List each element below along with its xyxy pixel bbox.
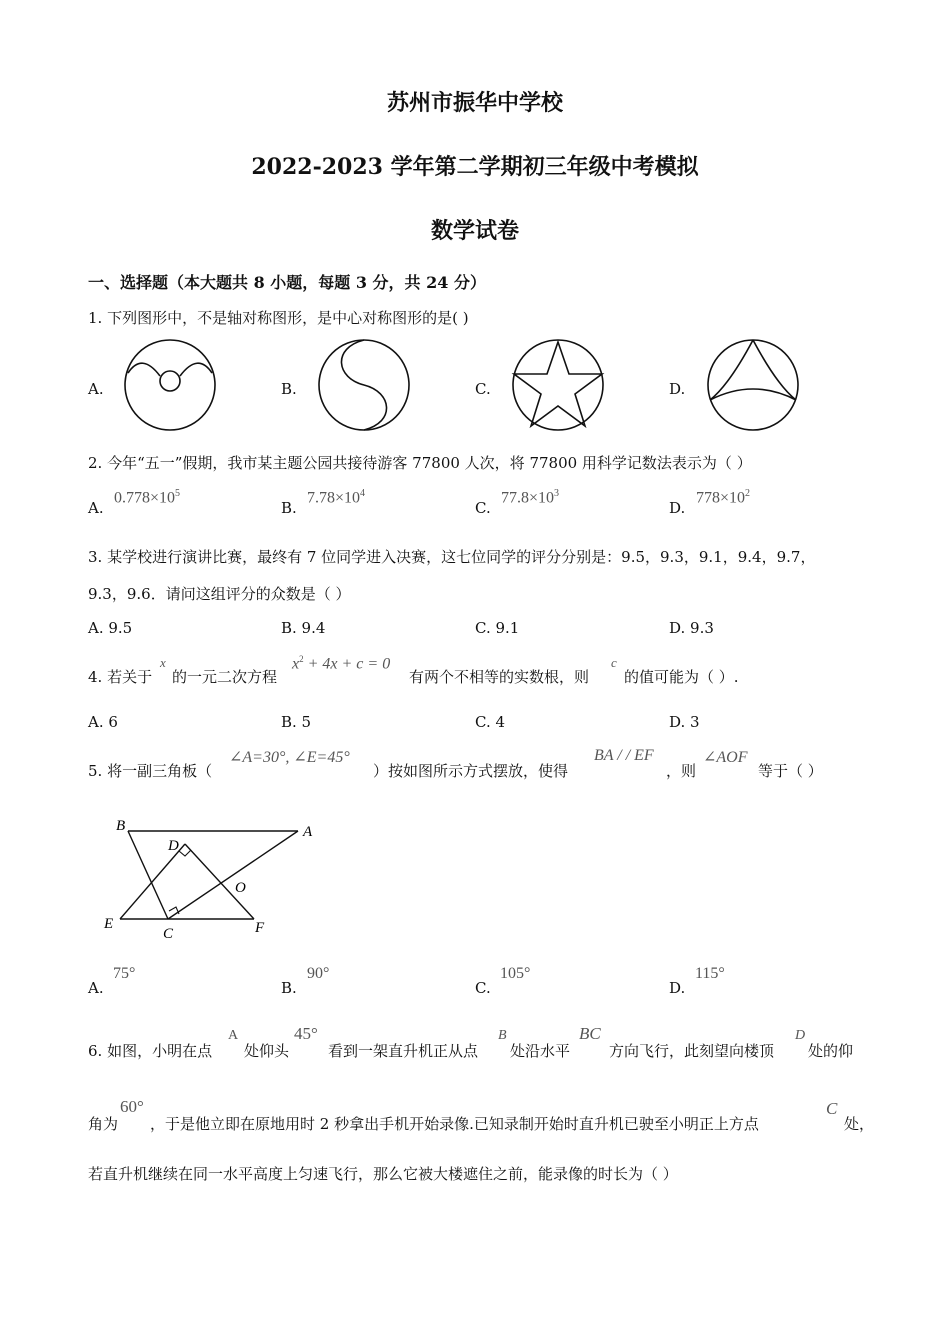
q1-figure-b: [314, 338, 414, 434]
question-3-line-2: 9.3，9.6．请问这组评分的众数是（ ）: [88, 585, 351, 603]
q2-label-b: B.: [281, 499, 297, 517]
q2-option-c: $77.8\times 10^3$: [501, 488, 560, 507]
question-5-part-1: 5. 将一副三角板（: [88, 762, 213, 780]
q2-option-a: $0.778\times 10^5$: [114, 488, 181, 507]
subject-title: 数学试卷: [430, 218, 519, 244]
q3-option-b: B. 9.4: [281, 619, 326, 637]
q1-label-b: B.: [281, 380, 297, 398]
q5-angle-aof: ∠AOF: [703, 749, 748, 766]
q4-var-c: c: [611, 655, 617, 670]
fig-label-c: C: [163, 926, 174, 942]
question-4-part-4: 的值可能为（ ）.: [624, 668, 739, 686]
q5-parallel: BA / / EF: [594, 747, 654, 764]
question-6-part-6: 处的仰: [808, 1042, 854, 1060]
q3-option-c: C. 9.1: [475, 619, 520, 637]
q6-line-bc: BC: [579, 1024, 601, 1043]
question-6-part-2: 处仰头: [244, 1042, 290, 1060]
q4-option-a: A. 6: [88, 713, 118, 731]
question-4-part-2: 的一元二次方程: [172, 668, 278, 686]
question-5-part-2: ）按如图所示方式摆放，使得: [373, 762, 569, 780]
question-6-part-4: 处沿水平: [510, 1042, 571, 1060]
q6-point-c: C: [826, 1099, 838, 1118]
q1-label-a: A.: [88, 380, 104, 398]
q5-label-b: B.: [281, 979, 297, 997]
question-6-part-3: 看到一架直升机正从点: [328, 1042, 479, 1060]
q4-option-c: C. 4: [475, 713, 506, 731]
question-4-part-3: 有两个不相等的实数根，则: [409, 668, 590, 686]
q2-option-d: $778\times 10^2$: [696, 488, 751, 507]
q6-angle-60: 60°: [120, 1097, 144, 1116]
q5-label-d: D.: [669, 979, 686, 997]
question-6-part-1: 6. 如图，小明在点: [88, 1042, 213, 1060]
q5-option-d: 115°: [695, 965, 725, 982]
fig-label-f: F: [255, 920, 265, 936]
q1-figure-d: [703, 338, 803, 434]
question-6-part-7: 角为: [88, 1115, 119, 1133]
q1-figure-a: [120, 338, 220, 434]
question-6-part-8: ，于是他立即在原地用时 2 秒拿出手机开始录像.已知录制开始时直升机已驶至小明正上方点: [150, 1115, 759, 1133]
q4-option-d: D. 3: [669, 713, 700, 731]
q5-option-c: 105°: [500, 965, 531, 982]
fig-label-d: D: [168, 838, 179, 854]
q4-option-b: B. 5: [281, 713, 312, 731]
q6-point-a: A: [228, 1028, 239, 1043]
q6-angle-45: 45°: [294, 1024, 318, 1043]
question-6-line-3: 若直升机继续在同一水平高度上匀速飞行，那么它被大楼遮住之前，能录像的时长为（ ）: [88, 1165, 678, 1183]
question-5-part-4: 等于（ ）: [758, 762, 823, 780]
q4-equation: $x^2 + 4x + c = 0$: [292, 654, 391, 673]
q6-point-b: B: [498, 1028, 507, 1043]
question-1-text: 1. 下列图形中，不是轴对称图形，是中心对称图形的是( ): [88, 309, 469, 327]
question-2-text: 2. 今年“五一”假期，我市某主题公园共接待游客 77800 人次，将 77800 用科学记数法表示为（ ）: [88, 454, 752, 472]
q1-figure-c: [508, 338, 608, 434]
fig-label-a: A: [303, 824, 313, 840]
q2-label-d: D.: [669, 499, 686, 517]
q5-label-c: C.: [475, 979, 491, 997]
fig-label-b: B: [116, 818, 126, 834]
question-3-line-1: 3. 某学校进行演讲比赛，最终有 7 位同学进入决赛，这七位同学的评分分别是：9.5，9.3，9.1，9.4，9.7，: [88, 548, 816, 566]
q3-option-d: D. 9.3: [669, 619, 714, 637]
fig-label-o: O: [235, 880, 246, 896]
question-4-part-1: 4. 若关于: [88, 668, 153, 686]
q3-option-a: A. 9.5: [88, 619, 133, 637]
q1-label-d: D.: [669, 380, 686, 398]
q6-point-d: D: [795, 1028, 806, 1043]
section-heading: 一、选择题（本大题共 8 小题，每题 3 分，共 24 分）: [88, 273, 486, 292]
q4-var-x: x: [160, 655, 166, 670]
question-6-part-5: 方向飞行，此刻望向楼顶: [609, 1042, 775, 1060]
q2-option-b: $7.78\times 10^4$: [307, 488, 366, 507]
q2-label-a: A.: [88, 499, 104, 517]
question-5-part-3: ，则: [666, 762, 697, 780]
exam-title: 2022-2023 学年第二学期初三年级中考模拟: [251, 154, 699, 180]
fig-label-e: E: [104, 916, 114, 932]
q5-option-b: 90°: [307, 965, 330, 982]
q5-option-a: 75°: [113, 965, 136, 982]
q1-label-c: C.: [475, 380, 491, 398]
school-title: 苏州市振华中学校: [386, 90, 563, 116]
q5-angles: ∠A=30°, ∠E=45°: [229, 749, 350, 766]
question-6-part-9: 处，: [844, 1115, 875, 1133]
q5-triangle-figure: [100, 810, 330, 945]
q5-label-a: A.: [88, 979, 104, 997]
q2-label-c: C.: [475, 499, 491, 517]
